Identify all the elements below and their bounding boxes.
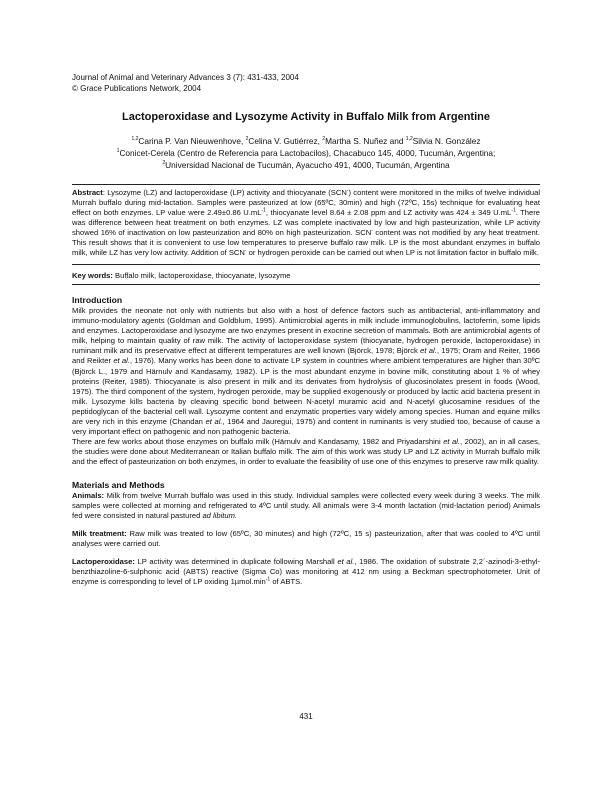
affiliation-1: $^1$Conicet-Cerela (Centro de Referencia para Lactobacilos), Chacabuco 145, 4000, Tucumán, Argentina; <box>116 148 496 158</box>
abstract: Abstract: Lysozyme (LZ) and lactoperoxidase (LP) activity and thiocyanate (SCN-) content were monitored in the milks of twelve individual Murrah buffalo during mid-lactation. Samples were pasteurized at low (65ºC, 30min) and high (72ºC, 15s) technique for evaluating heat effect on both enzymes. LP value were 2.49±0.86 $U.mL^{-1}$, thiocyanate level 8.64 ± 2.08 ppm and LZ activity was 424 ± 349 $U.mL^{-1}$. There was difference between heat treatment on both enzymes. LZ was complete inactivated by low and high pasteurization, while LP activity showed 16% of inactivation on low pasteurization and 80% on high pasteurization. SCN- content was not modified by any heat treatment. This result shows that it is convenient to use low temperatures to preserve buffalo raw milk. LP is the most abundant enzymes in buffalo milk, while LZ has very low activity. Addition of SCN- or hydrogen peroxide can be carried out when LP is not limitation factor in buffalo milk. <box>72 184 540 265</box>
methods-animals: Animals: Milk from twelve Murrah buffalo was used in this study. Individual samples were collected every week during 3 weeks. The milk samples were collected at morning and refrigerated to 4ºC until study. All animals were 3-4 month lactation (mid-lactation period) Animals fed were consisted in natural pastured ad libitum. <box>72 490 540 520</box>
keywords <box>72 271 540 285</box>
section-heading-methods: Materials and Methods <box>72 479 165 490</box>
section-heading-introduction: Introduction <box>72 295 123 305</box>
author-block <box>72 135 540 171</box>
journal-header <box>72 72 540 94</box>
author-names <box>72 135 540 147</box>
author-name: Carina P. Van Nieuwenhove, <box>138 136 246 146</box>
methods-lactoperoxidase: Lactoperoxidase: LP activity was determined in duplicate following Marshall et al., 1986. The oxidation of substrate 2,2´-azinodi-3-ethyl-benzthiazoline-6-sulphonic acid (ABTS) reactive (Sigma Co) was monitoring at 412 nm using a Beckman spectrophotometer. Unit of enzyme is corresponding to level of LP oxiding $1\mu mol.\min^{-1}$ of ABTS. <box>72 556 540 587</box>
author-sup: 1,2 <box>131 136 139 143</box>
author-name: Silvia N. González <box>412 136 481 146</box>
keywords-label: Key words: <box>72 271 113 280</box>
intro-paragraph-1: Milk provides the neonate not only with nutrients but also with a host of defence factors such as antibacterial, anti-inflammatory and immuno-modulatory agents (Goldman and Goldblum, 1995). Antimicrobial agents in milk include immunoglobulins, lactoferrin, some lipids and enzymes. Lactoperoxidase and lysozyme are two enzymes present in exocrine secretion of mammals. Both are antimicrobial agents of milk, helping to maintain quality of raw milk. The activity of lactoperoxidase system (thiocyanate, hydrogen peroxide, lactoperoxidase) in ruminant milk and its preservative effect at different temperatures are well known (Björck, 1978; Björck et al., 1975; Oram and Reiter, 1966 and Reikter et al., 1976). Many works has been done to activate LP system in countries where ambient temperatures are higher than 30ºC (Björck L., 1979 and Härnulv and Kandasamy, 1982). LP is the most abundant enzyme in bovine milk, constituting about 1 % of whey proteins (Reiter, 1985). Thiocyanate is also present in milk and its derivates from hydrolysis of glucosinolates present in foods (Wood, 1975). The third component of the system, hydrogen peroxide, may be supplied exogenously or produced by lactic acid bacteria present in milk. Lysozyme kills bacteria by cleaving specific bond between N-acetyl muramic acid and N-acetyl glucosamine residues of the peptidoglycan of the bacterial cell wall. Lysozyme content and enzymatic properties vary widely among species. Human and equine milks are very rich in this enzyme (Chandan et al., 1964 and Jauregui, 1975) and content in ruminants is very studied too, because of cause a very important effect on pathogenic and non pathogenic bacteria. <box>72 306 541 437</box>
page-number: 431 <box>299 712 313 721</box>
paper-page <box>72 72 540 587</box>
author-sup: 2 <box>322 136 326 143</box>
author-sup: 1,2 <box>405 136 413 143</box>
journal-copyright: © Grace Publications Network, 2004 <box>72 84 202 93</box>
abstract-label: Abstract <box>72 188 103 197</box>
author-name: Celina V. Gutiérrez, <box>248 136 323 146</box>
intro-paragraph-2: There are few works about those enzymes on buffalo milk (Härnulv and Kandasamy, 1982 and Priyadarshini et al., 2002), an in all cases, the studies were done about Mediterranean or Italian buffalo milk. The aim of this work was study LP and LZ activity in Murrah buffalo milk and the effect of pasteurization on both enzymes, in order to evaluate the feasibility of use one of this enzymes to preserve raw milk quality. <box>72 437 540 467</box>
author-name: Martha S. Nuñez and <box>325 136 406 146</box>
affiliation-2: $^2$Universidad Nacional de Tucumán, Ayacucho 491, 4000, Tucumán, Argentina <box>162 160 450 170</box>
keywords-text: Buffalo milk, lactoperoxidase, thiocyanate, lysozyme <box>112 271 291 280</box>
journal-citation: Journal of Animal and Veterinary Advances 3 (7): 431-433, 2004 <box>72 73 299 82</box>
paper-title: Lactoperoxidase and Lysozyme Activity in Buffalo Milk from Argentine <box>122 111 490 123</box>
author-sup: 2 <box>245 136 249 143</box>
methods-milk-treatment: Milk treatment: Raw milk was treated to low (65ºC, 30 minutes) and high (72ºC, 15 s) pasteurization, after that was cooled to 4ºC until analyses were carried out. <box>72 528 540 548</box>
